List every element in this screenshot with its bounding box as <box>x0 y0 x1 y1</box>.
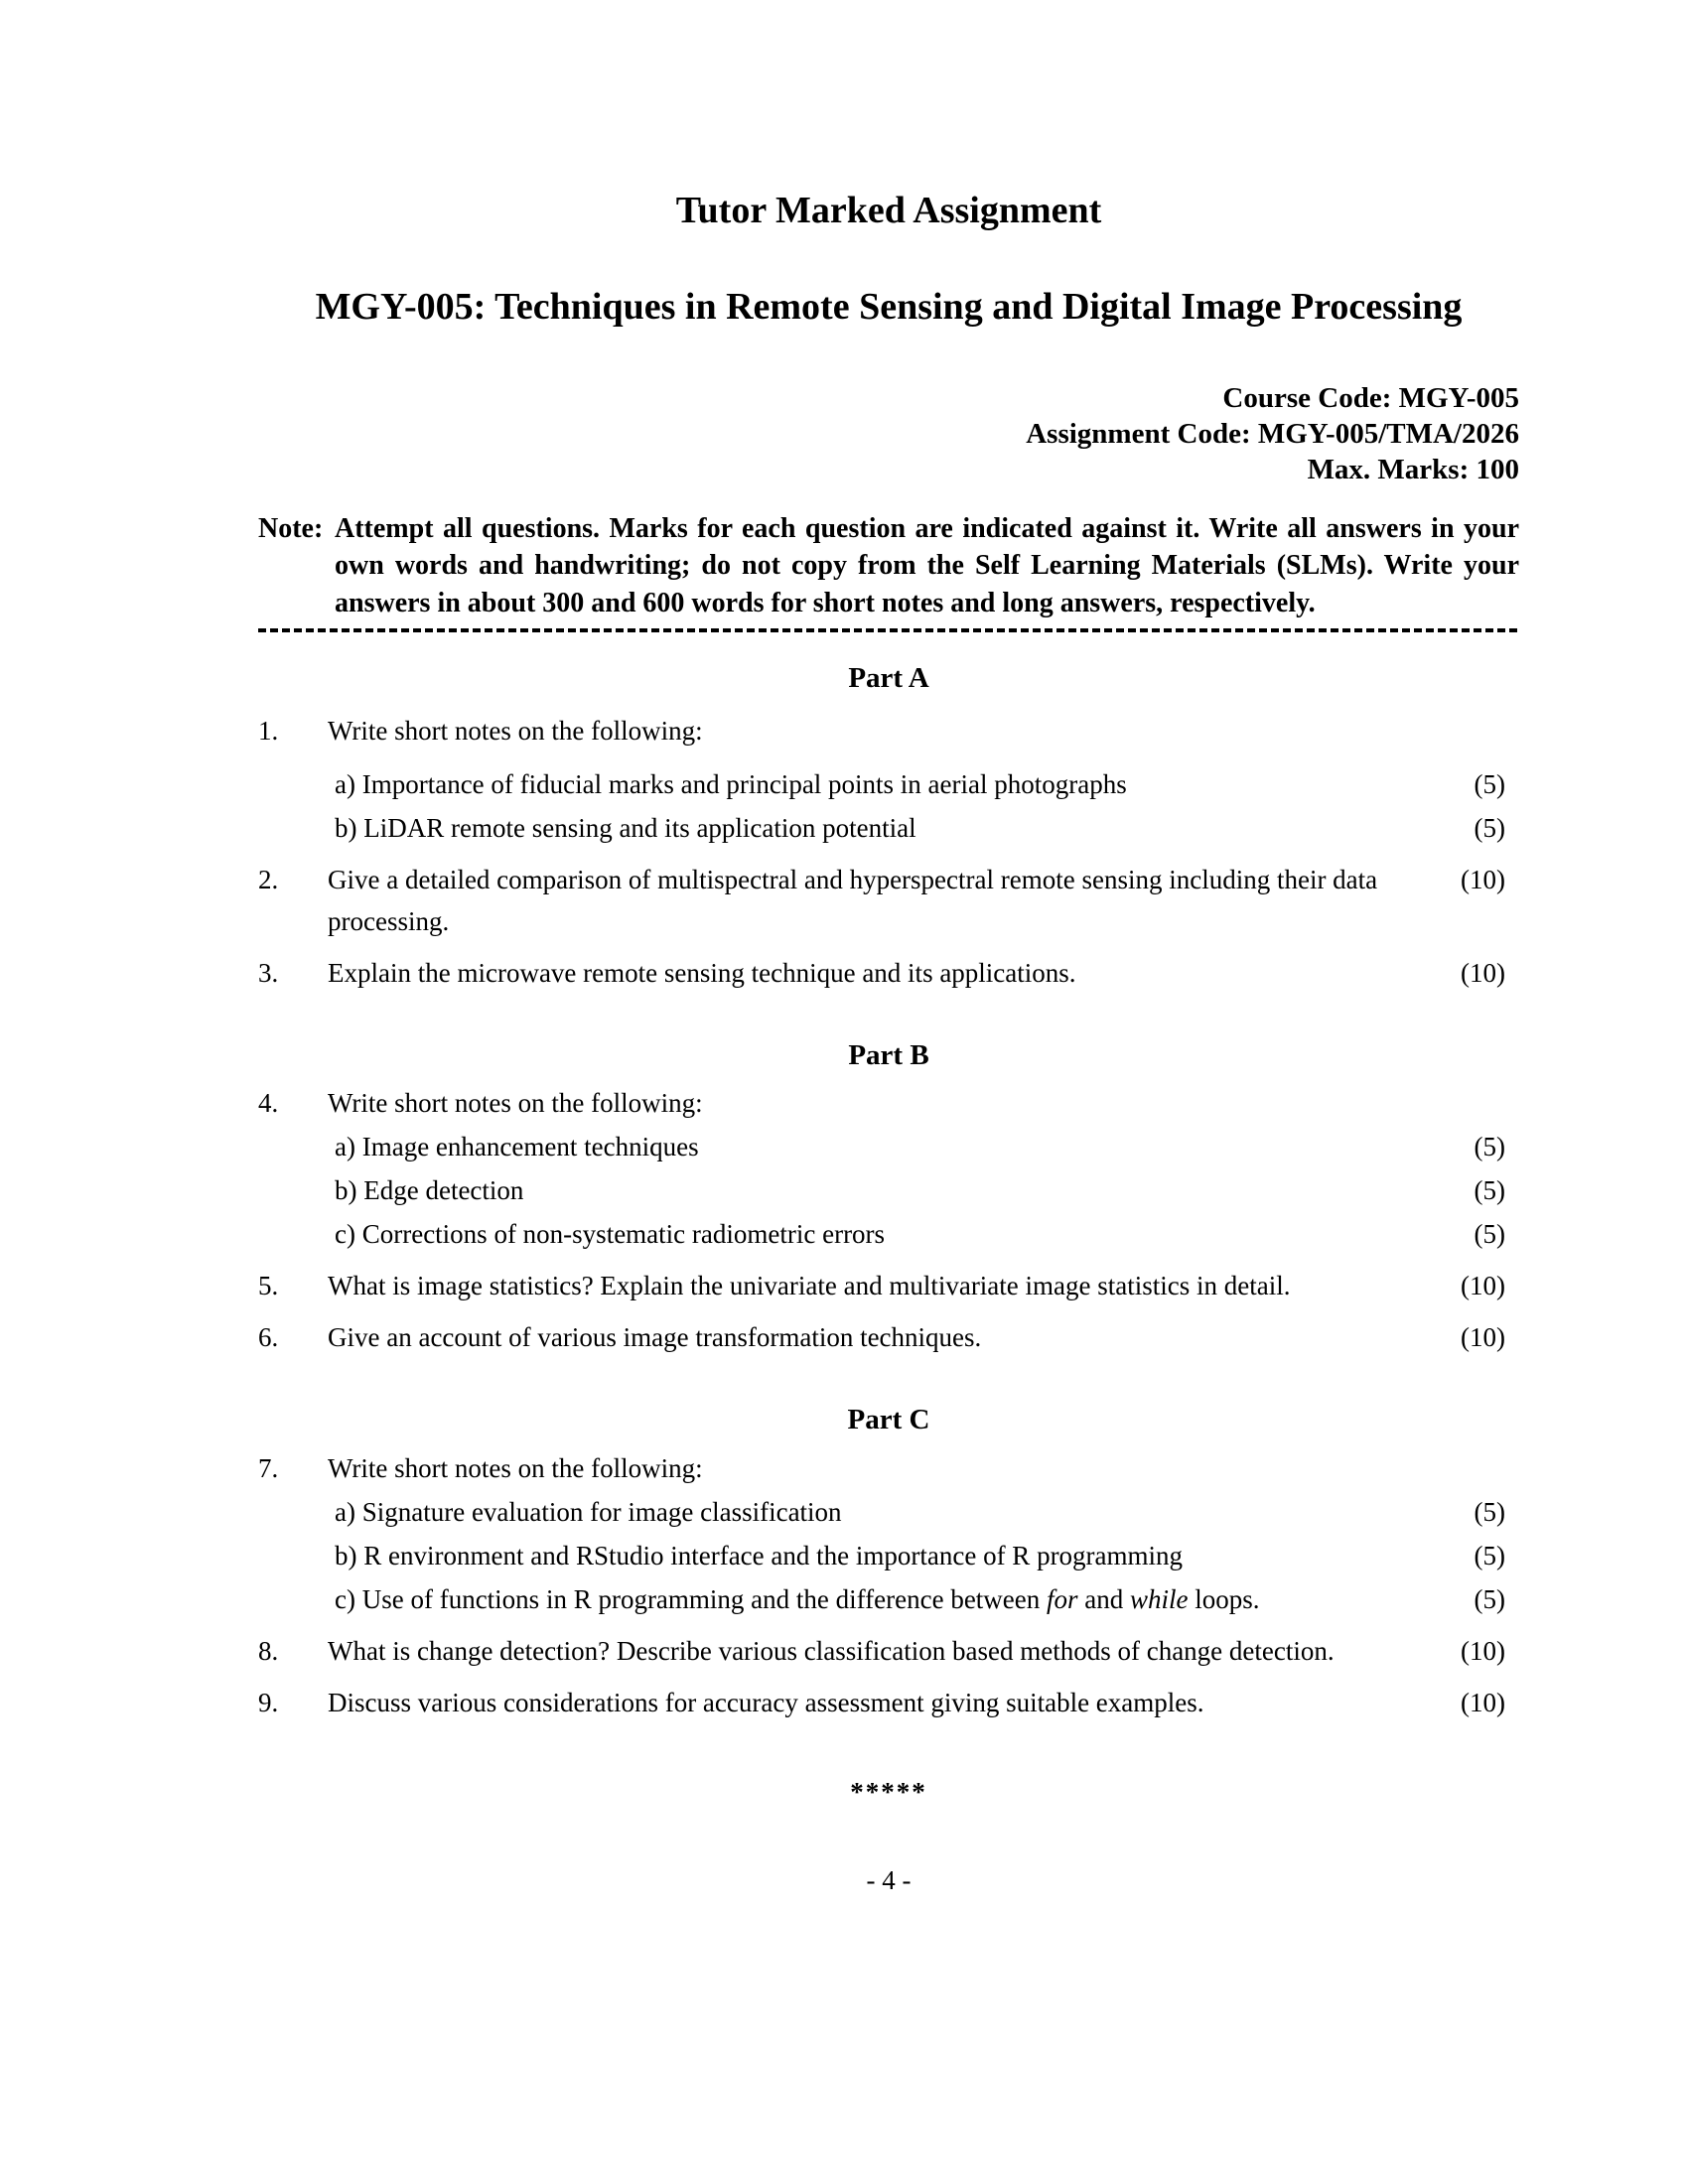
sub-question-text: b) Edge detection <box>335 1175 524 1206</box>
question-marks: (10) <box>1461 1636 1505 1667</box>
question-text: Discuss various considerations for accuracy assessment giving suitable examples. <box>328 1688 1204 1718</box>
question-text: Write short notes on the following: <box>328 1088 703 1119</box>
question-text: Write short notes on the following: <box>328 1453 703 1484</box>
question-marks: (10) <box>1461 864 1505 894</box>
question-row-8 <box>258 1630 1519 1672</box>
sub-question-row-7b <box>335 1535 1519 1576</box>
question-number: 2. <box>258 864 279 894</box>
question-row-3 <box>258 952 1519 994</box>
max-marks: Max. Marks: 100 <box>1307 454 1519 486</box>
question-row-6 <box>258 1316 1519 1358</box>
footer-stars: ***** <box>850 1777 927 1808</box>
question-text: Give a detailed comparison of multispectral and hyperspectral remote sensing including their data processing. <box>328 864 1378 936</box>
course-code: Course Code: MGY-005 <box>1222 381 1519 414</box>
question-marks: (10) <box>1461 1688 1505 1718</box>
question-marks: (5) <box>1474 1175 1505 1206</box>
question-marks: (10) <box>1461 957 1505 988</box>
question-text: What is image statistics? Explain the univariate and multivariate image statistics in detail. <box>328 1271 1291 1301</box>
sub-question-row-1a <box>335 763 1519 805</box>
part-c-heading: Part C <box>847 1404 930 1436</box>
question-number: 8. <box>258 1636 279 1667</box>
question-number: 6. <box>258 1322 279 1353</box>
sub-question-text: b) LiDAR remote sensing and its application potential <box>335 812 916 843</box>
question-text: What is change detection? Describe various classification based methods of change detection. <box>328 1636 1335 1667</box>
question-marks: (10) <box>1461 1322 1505 1353</box>
question-number: 4. <box>258 1088 279 1119</box>
question-row-2 <box>258 859 1519 942</box>
sub-question-row-1b <box>335 807 1519 849</box>
question-marks: (10) <box>1461 1271 1505 1301</box>
question-number: 5. <box>258 1271 279 1301</box>
sub-question-text: a) Image enhancement techniques <box>335 1132 699 1162</box>
part-a-heading: Part A <box>848 662 929 695</box>
question-marks: (5) <box>1474 1219 1505 1250</box>
question-row-1 <box>258 710 1519 751</box>
sub-question-text: b) R environment and RStudio interface and the importance of R programming <box>335 1541 1184 1571</box>
question-number: 3. <box>258 957 279 988</box>
assignment-code: Assignment Code: MGY-005/TMA/2026 <box>1026 418 1519 451</box>
question-marks: (5) <box>1474 1132 1505 1162</box>
question-text: Write short notes on the following: <box>328 715 703 746</box>
question-row-5 <box>258 1265 1519 1306</box>
question-marks: (5) <box>1474 1541 1505 1571</box>
page-number: - 4 - <box>866 1865 912 1896</box>
question-marks: (5) <box>1474 812 1505 843</box>
sub-question-row-7c <box>335 1578 1519 1620</box>
question-text: Give an account of various image transformation techniques. <box>328 1322 982 1353</box>
dashed-divider <box>258 628 1519 632</box>
sub-question-text: c) Use of functions in R programming and the difference between for and while loops. <box>335 1584 1260 1615</box>
question-number: 7. <box>258 1453 279 1484</box>
document-title: Tutor Marked Assignment <box>675 190 1102 231</box>
note-text: Attempt all questions. Marks for each question are indicated against it. Write all answers in your own words and handwriting; do not copy from the Self Learning Materials (SLMs). Write your answers in about 300 and 600 words for short notes and long answers, respectively. <box>335 512 1519 619</box>
sub-question-text: a) Importance of fiducial marks and principal points in aerial photographs <box>335 768 1127 799</box>
sub-question-row-7a <box>335 1491 1519 1533</box>
note-block <box>258 510 1519 622</box>
assignment-meta <box>258 380 1519 488</box>
note-label: Note: <box>258 512 324 544</box>
sub-question-text: a) Signature evaluation for image classification <box>335 1497 842 1528</box>
question-marks: (5) <box>1474 1497 1505 1528</box>
question-text: Explain the microwave remote sensing technique and its applications. <box>328 957 1076 988</box>
question-row-9 <box>258 1682 1519 1723</box>
question-marks: (5) <box>1474 768 1505 799</box>
question-number: 9. <box>258 1688 279 1718</box>
sub-question-row-4c <box>335 1213 1519 1255</box>
sub-question-row-4a <box>335 1126 1519 1167</box>
question-number: 1. <box>258 715 279 746</box>
part-b-heading: Part B <box>848 1038 929 1071</box>
course-title: MGY-005: Techniques in Remote Sensing and Digital Image Processing <box>315 285 1463 328</box>
question-marks: (5) <box>1474 1584 1505 1615</box>
sub-question-text: c) Corrections of non-systematic radiometric errors <box>335 1219 886 1250</box>
question-row-4 <box>258 1082 1519 1124</box>
sub-question-row-4b <box>335 1169 1519 1211</box>
question-row-7 <box>258 1447 1519 1489</box>
